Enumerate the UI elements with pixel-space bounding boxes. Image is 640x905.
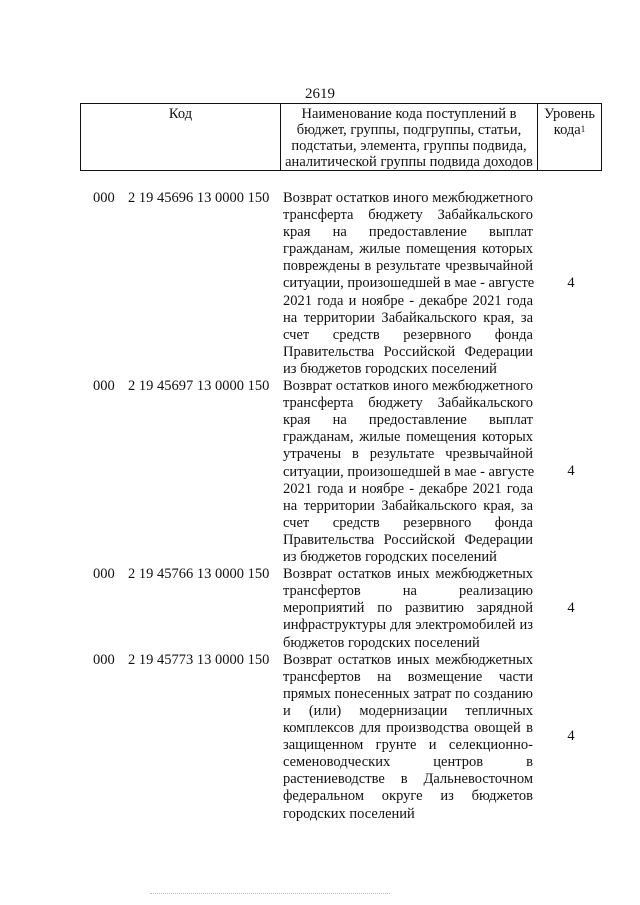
revenue-name-line: и (или) модернизации тепличных xyxy=(283,702,533,719)
revenue-name-line: федеральном округе из бюджетов xyxy=(283,788,533,805)
code-level: 4 xyxy=(567,728,575,745)
revenue-name-line: Возврат остатков иных межбюджетных xyxy=(283,566,533,583)
admin-code: 000 xyxy=(93,566,115,583)
revenue-name-line: Возврат остатков иного межбюджетного xyxy=(283,190,533,206)
revenue-name xyxy=(283,652,533,823)
revenue-code: 2 19 45696 13 0000 150 xyxy=(128,190,270,206)
revenue-name-line: ситуации, произошедшей в мае - августе xyxy=(283,463,535,480)
revenue-name-line: комплексов для производства овощей в xyxy=(283,720,533,737)
revenue-name-line: 2021 года и ноябре - декабре 2021 года xyxy=(283,292,533,309)
header-level-cell xyxy=(538,104,601,170)
revenue-name-line: трансферта бюджету Забайкальского xyxy=(283,207,533,224)
scan-artifact xyxy=(150,893,390,895)
footnote-marker: 1 xyxy=(580,124,586,134)
revenue-name-line: инфраструктуры для электромобилей из xyxy=(283,617,533,634)
revenue-name-line: семеноводческих центров в xyxy=(283,754,533,771)
revenue-name xyxy=(283,378,533,566)
revenue-name-line: счет средств резервного фонда xyxy=(283,326,533,343)
revenue-name-line: трансферта бюджету Забайкальского xyxy=(283,395,533,412)
revenue-name-line: края на предоставление выплат xyxy=(283,412,533,429)
revenue-name-line: Возврат остатков иного межбюджетного xyxy=(283,378,533,395)
revenue-name-line: повреждены в результате чрезвычайной xyxy=(283,258,533,275)
table-header xyxy=(80,103,602,171)
header-level xyxy=(538,104,601,138)
code-level: 4 xyxy=(567,599,575,616)
revenue-name-line: прямых понесенных затрат по созданию xyxy=(283,685,533,702)
revenue-name-line: гражданам, жилые помещения которых xyxy=(283,429,533,446)
revenue-name-line: счет средств резервного фонда xyxy=(283,514,533,531)
revenue-name-line: бюджетов городских поселений xyxy=(283,634,480,651)
header-code: Код xyxy=(168,106,193,122)
revenue-name-line: трансфертов на реализацию xyxy=(283,583,533,600)
revenue-code: 2 19 45766 13 0000 150 xyxy=(128,566,270,583)
page-number: 2619 xyxy=(305,86,335,102)
revenue-name-line: из бюджетов городских поселений xyxy=(283,360,497,377)
revenue-name-line: ситуации, произошедшей в мае - августе xyxy=(283,275,535,292)
revenue-name-line: 2021 года и ноябре - декабре 2021 года xyxy=(283,480,533,497)
revenue-name-line: защищенном грунте и селекционно- xyxy=(283,737,533,754)
revenue-name xyxy=(283,566,533,651)
revenue-code: 2 19 45697 13 0000 150 xyxy=(128,378,270,395)
revenue-name-line: Правительства Российской Федерации xyxy=(283,343,533,360)
admin-code: 000 xyxy=(93,190,115,206)
revenue-name-line: Правительства Российской Федерации xyxy=(283,531,533,548)
admin-code: 000 xyxy=(93,378,115,395)
code-level: 4 xyxy=(567,463,575,480)
header-code-cell xyxy=(81,104,281,170)
admin-code: 000 xyxy=(93,651,115,668)
revenue-name-line: растениеводстве в Дальневосточном xyxy=(283,771,533,788)
revenue-name-line: городских поселений xyxy=(283,805,415,822)
revenue-name-line: из бюджетов городских поселений xyxy=(283,549,497,566)
revenue-code: 2 19 45773 13 0000 150 xyxy=(128,651,270,668)
revenue-name-line: на территории Забайкальского края, за xyxy=(283,497,533,514)
revenue-name-line: трансфертов на возмещение части xyxy=(283,668,533,685)
header-level-text: Уровень кода xyxy=(543,106,596,138)
header-name-cell xyxy=(281,104,538,170)
revenue-name xyxy=(283,190,533,378)
header-name: Наименование кода поступлений в бюджет, группы, подгруппы, статьи, подстатьи, элемента, группы подвида, аналитической группы подвида доходов xyxy=(285,106,533,170)
revenue-name-line: утрачены в результате чрезвычайной xyxy=(283,446,533,463)
revenue-name-line: Возврат остатков иных межбюджетных xyxy=(283,651,533,668)
code-level: 4 xyxy=(567,275,575,292)
revenue-name-line: мероприятий по развитию зарядной xyxy=(283,600,533,617)
revenue-name-line: гражданам, жилые помещения которых xyxy=(283,241,533,258)
revenue-name-line: края на предоставление выплат xyxy=(283,224,533,241)
revenue-name-line: на территории Забайкальского края, за xyxy=(283,309,533,326)
